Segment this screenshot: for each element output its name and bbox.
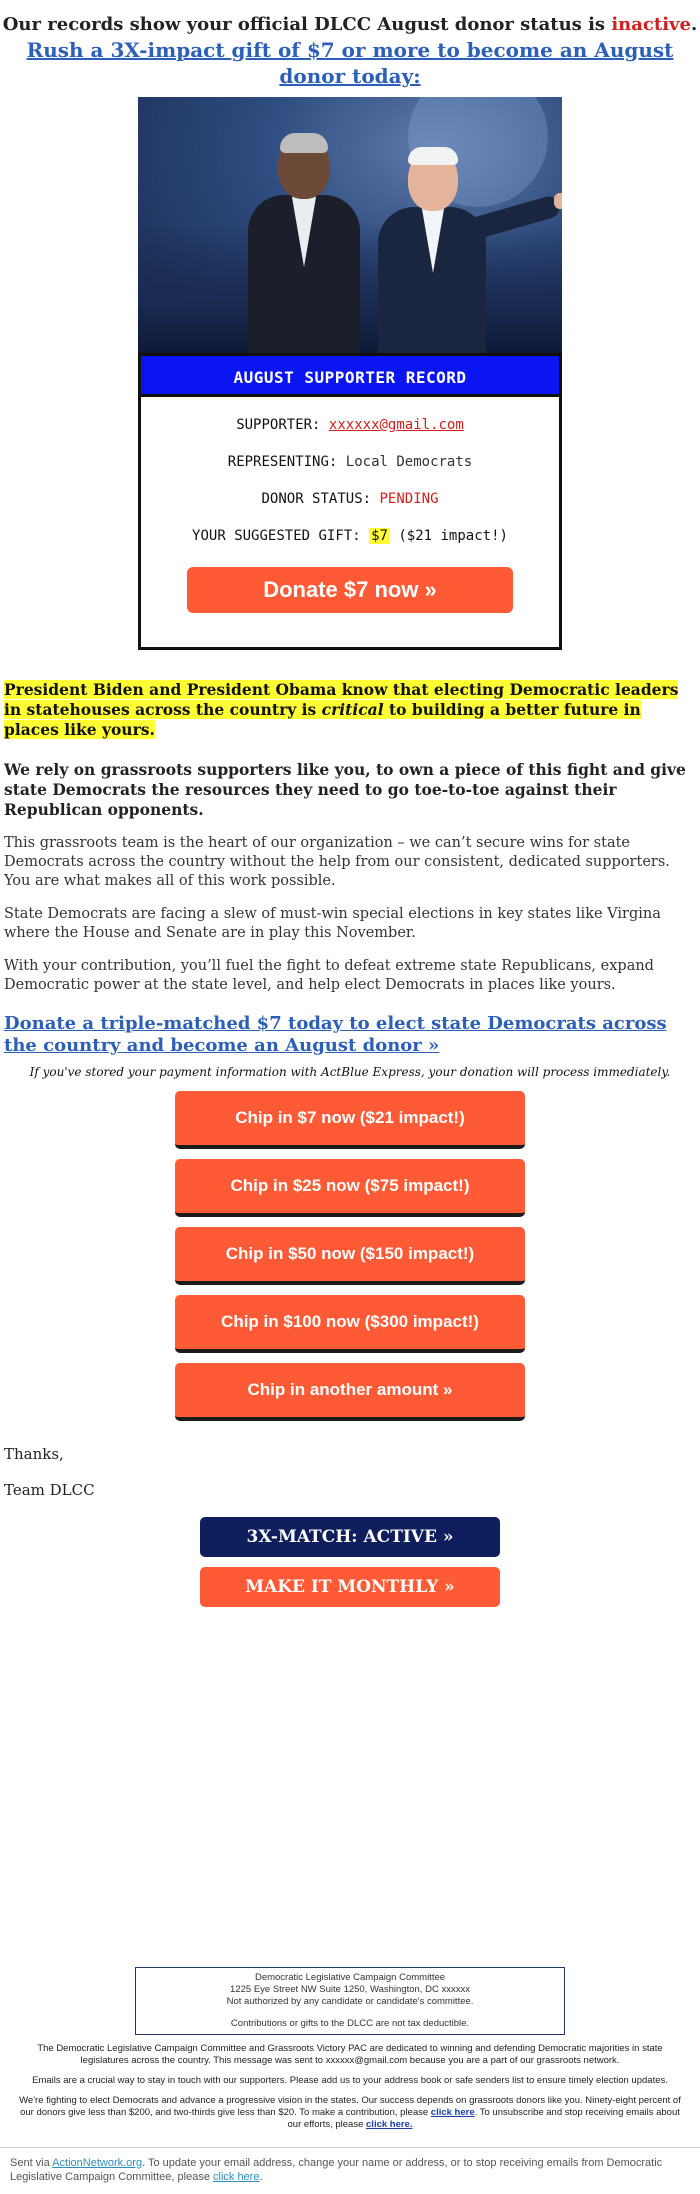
actionnetwork-link[interactable]: ActionNetwork.org <box>52 2157 143 2169</box>
status-suffix: . <box>690 14 698 35</box>
supporter-record-box <box>138 353 562 650</box>
sent-via-note: Sent via ActionNetwork.org. To update your email address, change your name or address, or to stop receiving emails from Democratic Legislative Campaign Committee, please click here. <box>10 2157 663 2183</box>
chip-50-button[interactable]: Chip in $50 now ($150 impact!) <box>175 1227 525 1285</box>
contribute-click-here-link[interactable]: click here <box>430 2107 475 2118</box>
donor-status-row: DONOR STATUS: PENDING <box>261 491 439 507</box>
donate-7-button[interactable]: Donate $7 now » <box>187 567 513 613</box>
chip-100-button[interactable]: Chip in $100 now ($300 impact!) <box>175 1295 525 1353</box>
suggested-gift-row: YOUR SUGGESTED GIFT: $7 ($21 impact!) <box>192 528 508 544</box>
footer-fight: We're fighting to elect Democrats and advance a progressive vision in the states. Our success depends on grassroots donors like you. Ninety-eight percent of our donors give less than $200, and two-thirds give less than $20. To make a contribution, please click here. To unsubscribe and stop receiving emails about our efforts, please click here. <box>19 2095 681 2130</box>
thanks-text: Thanks, <box>4 1445 64 1463</box>
footer-emails-note: Emails are a crucial way to stay in touch with our supporters. Please add us to your address book or safe senders list to ensure timely election updates. <box>32 2075 668 2086</box>
triple-match-link[interactable]: Donate a triple-matched $7 today to elect state Democrats across the country and become an August donor » <box>4 1013 667 1056</box>
chip-25-button[interactable]: Chip in $25 now ($75 impact!) <box>175 1159 525 1217</box>
signoff <box>4 1445 696 1499</box>
footer-org: Democratic Legislative Campaign Committee <box>254 1972 446 1983</box>
hero-image[interactable] <box>138 97 562 353</box>
actblue-express-note: If you've stored your payment information with ActBlue Express, your donation will process immediately. <box>29 1065 671 1079</box>
update-click-here-link[interactable]: click here <box>213 2171 260 2183</box>
donor-status-heading <box>0 14 700 35</box>
chip-7-button[interactable]: Chip in $7 now ($21 impact!) <box>175 1091 525 1149</box>
email-page <box>0 14 700 2194</box>
representing-row: REPRESENTING: Local Democrats <box>227 454 473 470</box>
unsubscribe-click-here-link[interactable]: click here. <box>366 2119 413 2130</box>
supporter-email-link[interactable]: xxxxxx@gmail.com <box>328 417 464 433</box>
paragraph-heart: This grassroots team is the heart of our organization – we can’t secure wins for state Democrats across the country without the help from our consistent, dedicated supporters. You are what makes all of this work possible. <box>4 835 670 889</box>
footer-address: 1225 Eye Street NW Suite 1250, Washington, DC xxxxxx <box>230 1984 470 1995</box>
footer-mission: The Democratic Legislative Campaign Committee and Grassroots Victory PAC are dedicated to winning and defending Democratic majorities in state legislatures across the country. This message was sent to xxxxxx@gmail.com because you are a part of our grassroots network. <box>37 2043 663 2066</box>
record-title: AUGUST SUPPORTER RECORD <box>141 353 559 397</box>
gift-amount: $7 <box>371 528 388 544</box>
supporter-row: SUPPORTER: xxxxxx@gmail.com <box>236 417 464 433</box>
lead-paragraph: President Biden and President Obama know that electing Democratic leaders in statehouses across the country is critical to building a better future in places like yours. <box>4 680 679 739</box>
monthly-button[interactable]: MAKE IT MONTHLY » <box>200 1567 500 1607</box>
footer-disclaimer-box <box>135 1967 565 2035</box>
chip-other-button[interactable]: Chip in another amount » <box>175 1363 525 1421</box>
paragraph-elections: State Democrats are facing a slew of must-win special elections in key states like Virgina where the House and Senate are in play this November. <box>4 906 661 941</box>
pending-status: PENDING <box>379 491 439 507</box>
footer-tax: Contributions or gifts to the DLCC are not tax deductible. <box>230 2018 470 2029</box>
team-text: Team DLCC <box>4 1481 95 1499</box>
status-inactive: inactive <box>611 14 691 35</box>
match-active-button[interactable]: 3X-MATCH: ACTIVE » <box>200 1517 500 1557</box>
footer-disclaimer: Not authorized by any candidate or candidate's committee. <box>226 1996 474 2007</box>
chip-buttons <box>4 1091 696 1421</box>
paragraph-contribution: With your contribution, you’ll fuel the fight to defeat extreme state Republicans, expand Democratic power at the state level, and help elect Democrats in places like yours. <box>4 958 654 993</box>
status-prefix: Our records show your official DLCC August donor status is <box>2 14 612 35</box>
rush-gift-link[interactable]: Rush a 3X-impact gift of $7 or more to become an August donor today: <box>26 38 674 88</box>
grassroots-paragraph: We rely on grassroots supporters like you, to own a piece of this fight and give state Democrats the resources they need to go toe-to-toe against their Republican opponents. <box>4 760 686 819</box>
